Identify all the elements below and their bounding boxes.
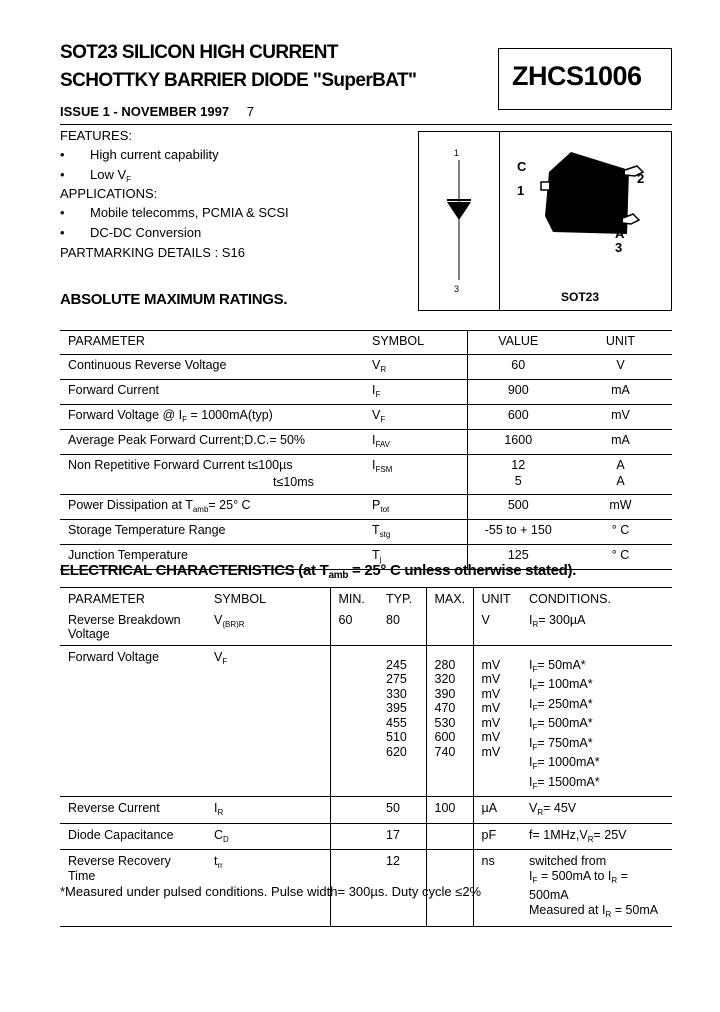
table-row: Continuous Reverse Voltage $V_R$ 60 V — [60, 355, 672, 380]
title-line-2: SCHOTTKY BARRIER DIODE "SuperBAT" — [60, 70, 417, 91]
col-conditions: CONDITIONS. — [529, 592, 611, 606]
title-line-1: SOT23 SILICON HIGH CURRENT — [60, 42, 338, 63]
issue-line — [60, 104, 254, 119]
col-value: VALUE — [467, 331, 569, 355]
col-unit: UNIT — [473, 588, 521, 609]
table-row: Reverse Recovery Time $t_{rr}$ 12 ns switched from $I_F = 500mA$ to $I_R$ = 500mA Measured at $I_R = 50mA$ — [60, 850, 672, 927]
table-row: Forward Voltage $V_F$ 245 275 330 395 455 510 620 280 320 390 470 530 600 740 mV mV mV mV mV mV mV $I_F= 50mA*$ $I_F= 100mA*$ $I_F= 250mA*$ $I_F= 500mA*$ $I_F= 750mA*$ $I_F= 1000mA*$ $I_F= 1500mA*$ — [60, 645, 672, 797]
feature-item: • High current capability — [60, 147, 219, 162]
pin-1-label: 1 — [454, 148, 460, 158]
pin-3-label: 3 — [454, 284, 460, 294]
col-min: MIN. — [330, 588, 378, 609]
table-header-row — [60, 331, 672, 355]
label-c: C — [517, 159, 527, 174]
col-symbol: SYMBOL — [214, 592, 267, 606]
table-header-row — [60, 588, 672, 609]
sot23-package-icon — [501, 142, 671, 262]
col-parameter: PARAMETER — [60, 331, 364, 355]
table-row: Forward Voltage @ $I_F = 1000mA(typ)$ $V_F$ 600 mV — [60, 405, 672, 430]
amr-heading: ABSOLUTE MAXIMUM RATINGS. — [60, 291, 288, 308]
part-number-box — [498, 48, 672, 110]
partmarking-details: PARTMARKING DETAILS : S16 — [60, 245, 245, 260]
col-max: MAX. — [426, 588, 473, 609]
table-row: Forward Current $I_F$ 900 mA — [60, 380, 672, 405]
issue-text: ISSUE 1 - NOVEMBER 1997 — [60, 104, 230, 119]
package-name: SOT23 — [561, 290, 600, 304]
table-row: Reverse Breakdown Voltage $V_{(BR)R}$ 60 80 V $I_R= 300\mu A$ — [60, 609, 672, 646]
col-unit: UNIT — [569, 331, 672, 355]
table-row: Junction Temperature $T_j$ 125 ° C — [60, 545, 672, 570]
col-symbol: SYMBOL — [364, 331, 467, 355]
table-row: Average Peak Forward Current;D.C.= 50% $I_{FAV}$ 1600 mA — [60, 430, 672, 455]
ec-table — [60, 587, 672, 927]
application-item: • DC-DC Conversion — [60, 225, 202, 240]
col-typ: TYP. — [386, 592, 413, 606]
label-1: 1 — [517, 183, 525, 198]
table-row: Storage Temperature Range $T_{stg}$ -55 to + 150 ° C — [60, 520, 672, 545]
diagram-divider — [499, 132, 500, 310]
package-diagram — [418, 131, 672, 311]
table-row: Non Repetitive Forward Current t≤100µs t≤10ms $I_{FSM}$ 12 5 A A — [60, 455, 672, 495]
label-2: 2 — [637, 171, 645, 186]
ec-heading: ELECTRICAL CHARACTERISTICS (at $T_{amb} = 25^\circ$ C unless otherwise stated). — [60, 562, 577, 581]
label-3: 3 — [615, 240, 623, 255]
feature-item: • Low $V_F$ — [60, 167, 132, 184]
table-row: Reverse Current $I_R$ 50 100 µA $V_R= 45V$ — [60, 797, 672, 824]
col-parameter: PARAMETER — [68, 592, 145, 606]
amr-table — [60, 330, 672, 570]
header-rule — [60, 124, 672, 125]
label-a: A — [615, 226, 625, 241]
footnote: *Measured under pulsed conditions. Pulse width= 300µs. Duty cycle ≤2% — [60, 884, 482, 899]
table-row: Power Dissipation at $T_{amb}= 25^\circ$ C $P_{tot}$ 500 mW — [60, 495, 672, 520]
part-number: ZHCS1006 — [512, 61, 642, 91]
issue-mark: 7 — [246, 104, 254, 119]
table-row: Diode Capacitance $C_D$ 17 pF $f= 1MHz,V_R= 25V$ — [60, 823, 672, 850]
application-item: • Mobile telecomms, PCMIA & SCSI — [60, 205, 289, 220]
applications-heading: APPLICATIONS: — [60, 186, 158, 201]
features-heading: FEATURES: — [60, 128, 132, 143]
